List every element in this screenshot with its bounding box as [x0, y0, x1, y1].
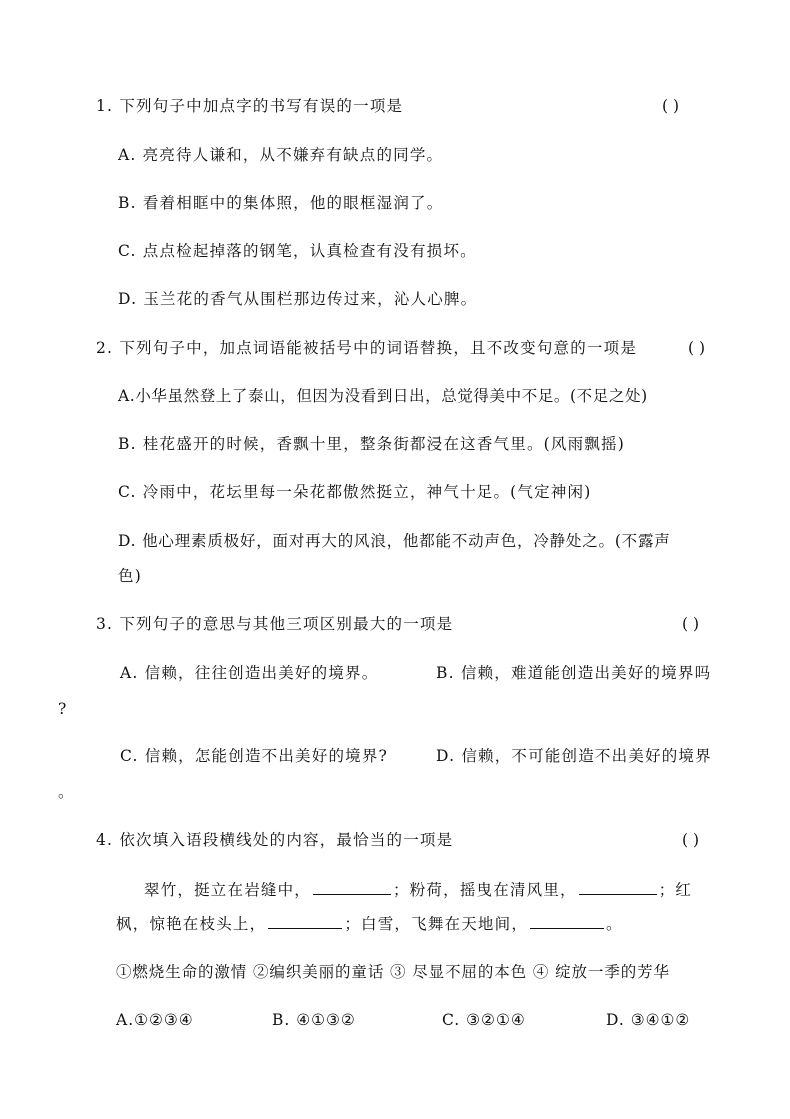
- q3-option-b-wrap: ?: [58, 700, 68, 718]
- q4-items: ①燃烧生命的激情 ②编织美丽的童话 ③ 尽显不屈的本色 ④ 绽放一季的芳华: [116, 963, 670, 981]
- q2-option-d-wrap: 色): [118, 567, 142, 585]
- q3-answer-paren[interactable]: ( ): [682, 615, 700, 633]
- q1-option-d: D. 玉兰花的香气从围栏那边传过来，沁人心脾。: [118, 290, 478, 308]
- q1-option-c: C. 点点检起掉落的钢笔，认真检查有没有损坏。: [118, 242, 477, 260]
- q4-passage-2c: 。: [606, 915, 623, 933]
- q1-stem: 1. 下列句子中加点字的书写有误的一项是: [96, 97, 404, 115]
- q4-option-b: B. ④①③②: [272, 1011, 356, 1029]
- q4-option-a: A.①②③④: [116, 1011, 194, 1029]
- q4-passage-1a: 翠竹，挺立在岩缝中，: [144, 881, 312, 899]
- q4-passage-2b: ；白雪，飞舞在天地间，: [344, 915, 529, 933]
- q4-blank-3[interactable]: [268, 914, 342, 929]
- q4-passage-1c: ；红: [658, 881, 693, 899]
- q2-option-c: C. 冷雨中，花坛里每一朵花都傲然挺立，神气十足。(气定神闲): [118, 483, 592, 501]
- q1-option-a: A. 亮亮待人谦和，从不嫌弃有缺点的同学。: [118, 146, 444, 164]
- q3-option-b: B. 信赖，难道能创造出美好的境界吗: [436, 664, 712, 682]
- q4-passage-2a: 枫，惊艳在枝头上，: [116, 915, 267, 933]
- q4-blank-1[interactable]: [313, 880, 391, 895]
- q3-option-d: D. 信赖，不可能创造不出美好的境界: [436, 747, 712, 765]
- q3-stem: 3. 下列句子的意思与其他三项区别最大的一项是: [96, 615, 454, 633]
- q4-option-c: C. ③②①④: [442, 1011, 526, 1029]
- q4-passage-line2: [116, 914, 623, 934]
- q4-stem: 4. 依次填入语段横线处的内容，最恰当的一项是: [96, 831, 454, 849]
- q4-answer-paren[interactable]: ( ): [682, 831, 700, 849]
- q4-passage-line1: [144, 880, 692, 900]
- q2-option-b: B. 桂花盛开的时候，香飘十里，整条街都浸在这香气里。(风雨飘摇): [118, 435, 625, 453]
- q2-option-a: A.小华虽然登上了泰山，但因为没看到日出，总觉得美中不足。(不足之处): [118, 387, 648, 405]
- q4-blank-2[interactable]: [579, 880, 657, 895]
- q4-passage-1b: ；粉荷，摇曳在清风里，: [393, 881, 577, 899]
- q3-option-a: A. 信赖，往往创造出美好的境界。: [120, 664, 379, 682]
- q1-answer-paren[interactable]: ( ): [662, 97, 680, 115]
- q2-option-d: D. 他心理素质极好，面对再大的风浪，他都能不动声色，冷静处之。(不露声: [118, 532, 671, 550]
- q4-option-d: D. ③④①②: [606, 1011, 691, 1029]
- q2-stem: 2. 下列句子中，加点词语能被括号中的词语替换，且不改变句意的一项是: [96, 339, 638, 357]
- q4-blank-4[interactable]: [530, 914, 604, 929]
- q1-option-b: B. 看着相眶中的集体照，他的眼框湿润了。: [118, 194, 444, 212]
- q3-option-c: C. 信赖，怎能创造不出美好的境界?: [120, 747, 389, 765]
- q2-answer-paren[interactable]: ( ): [688, 339, 706, 357]
- q3-option-d-wrap: 。: [58, 783, 75, 801]
